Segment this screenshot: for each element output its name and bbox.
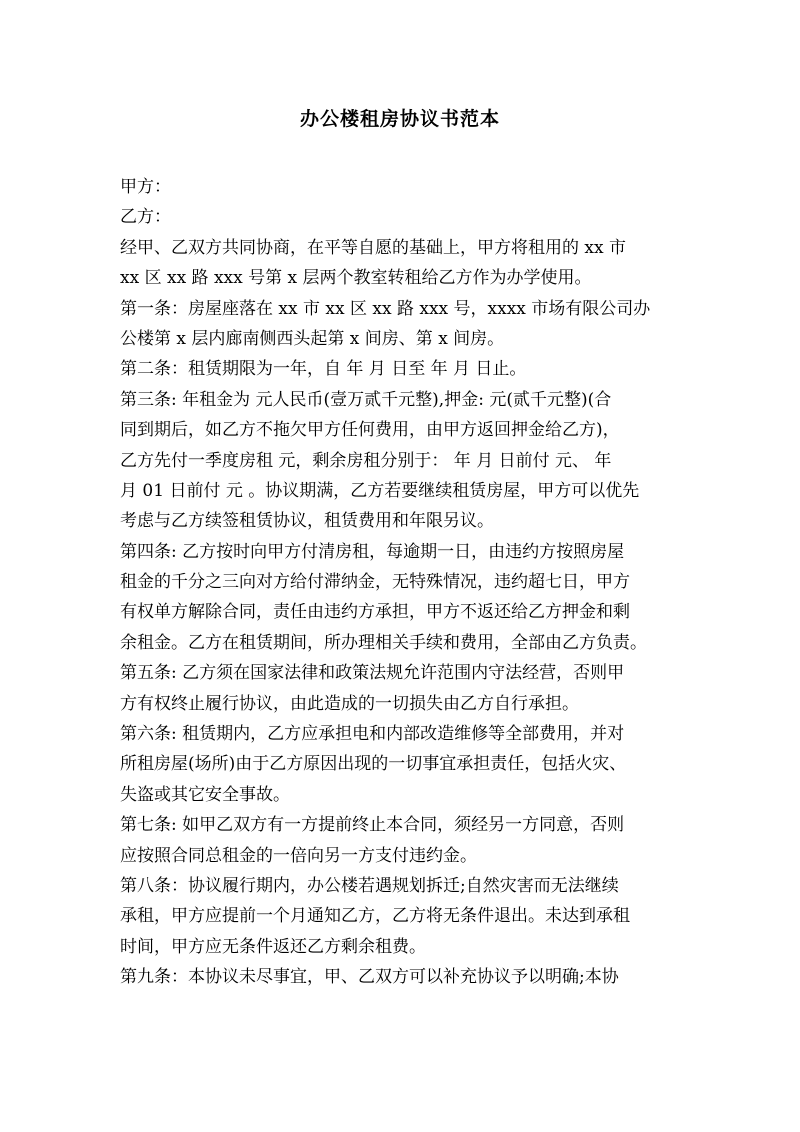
document-body — [120, 172, 686, 993]
body-line: 第九条：本协议未尽事宜，甲、乙双方可以补充协议予以明确;本协 — [120, 967, 619, 988]
body-line: 第七条: 如甲乙双方有一方提前终止本合同，须经另一方同意，否则 — [120, 815, 625, 836]
body-line: xx 区 xx 路 xxx 号第 x 层两个教室转租给乙方作为办学使用。 — [120, 268, 592, 289]
body-line: 所租房屋(场所)由于乙方原因出现的一切事宜承担责任，包括火灾、 — [120, 754, 627, 775]
body-line: 时间，甲方应无条件返还乙方剩余租费。 — [120, 936, 426, 957]
body-line: 租金的千分之三向对方给付滞纳金，无特殊情况，违约超七日，甲方 — [120, 572, 630, 593]
body-line: 甲方： — [120, 177, 171, 197]
body-line: 乙方： — [120, 207, 171, 228]
body-line: 方有权终止履行协议，由此造成的一切损失由乙方自行承担。 — [120, 693, 579, 714]
body-line: 第五条: 乙方须在国家法律和政策法规允许范围内守法经营，否则甲 — [120, 663, 625, 684]
body-line: 第六条: 租赁期内，乙方应承担电和内部改造维修等全部费用，并对 — [120, 724, 625, 745]
body-line: 考虑与乙方续签租赁协议，租赁费用和年限另议。 — [120, 511, 494, 532]
body-line: 失盗或其它安全事故。 — [120, 784, 290, 805]
document-title: 办公楼租房协议书范本 — [299, 108, 500, 130]
body-line: 余租金。乙方在租赁期间，所办理相关手续和费用，全部由乙方负责。 — [120, 632, 647, 653]
body-line: 第三条: 年租金为 元人民币(壹万贰千元整),押金: 元(贰千元整)(合 — [120, 389, 612, 410]
body-line: 第一条：房屋座落在 xx 市 xx 区 xx 路 xxx 号，xxxx 市场有限公司办 — [120, 298, 651, 319]
body-line: 第八条：协议履行期内，办公楼若遇规划拆迁;自然灾害而无法继续 — [120, 875, 619, 896]
body-line: 承租，甲方应提前一个月通知乙方，乙方将无条件退出。未达到承租 — [120, 906, 630, 927]
body-line: 同到期后，如乙方不拖欠甲方任何费用，由甲方返回押金给乙方)， — [120, 420, 620, 441]
body-line: 第四条: 乙方按时向甲方付清房租，每逾期一日，由违约方按照房屋 — [120, 541, 625, 562]
body-line: 有权单方解除合同，责任由违约方承担，甲方不返还给乙方押金和剩 — [120, 602, 630, 623]
body-line: 应按照合同总租金的一倍向另一方支付违约金。 — [120, 845, 477, 866]
body-line: 公楼第 x 层内廊南侧西头起第 x 间房、第 x 间房。 — [120, 328, 505, 349]
body-line: 第二条：租赁期限为一年，自 年 月 日至 年 月 日止。 — [120, 359, 527, 380]
body-line: 月 01 日前付 元 。协议期满，乙方若要继续租赁房屋，甲方可以优先 — [120, 480, 640, 501]
body-line: 经甲、乙双方共同协商，在平等自愿的基础上，甲方将租用的 xx 市 — [120, 237, 626, 258]
body-line: 乙方先付一季度房租 元，剩余房租分别于： 年 月 日前付 元、 年 — [120, 450, 612, 471]
